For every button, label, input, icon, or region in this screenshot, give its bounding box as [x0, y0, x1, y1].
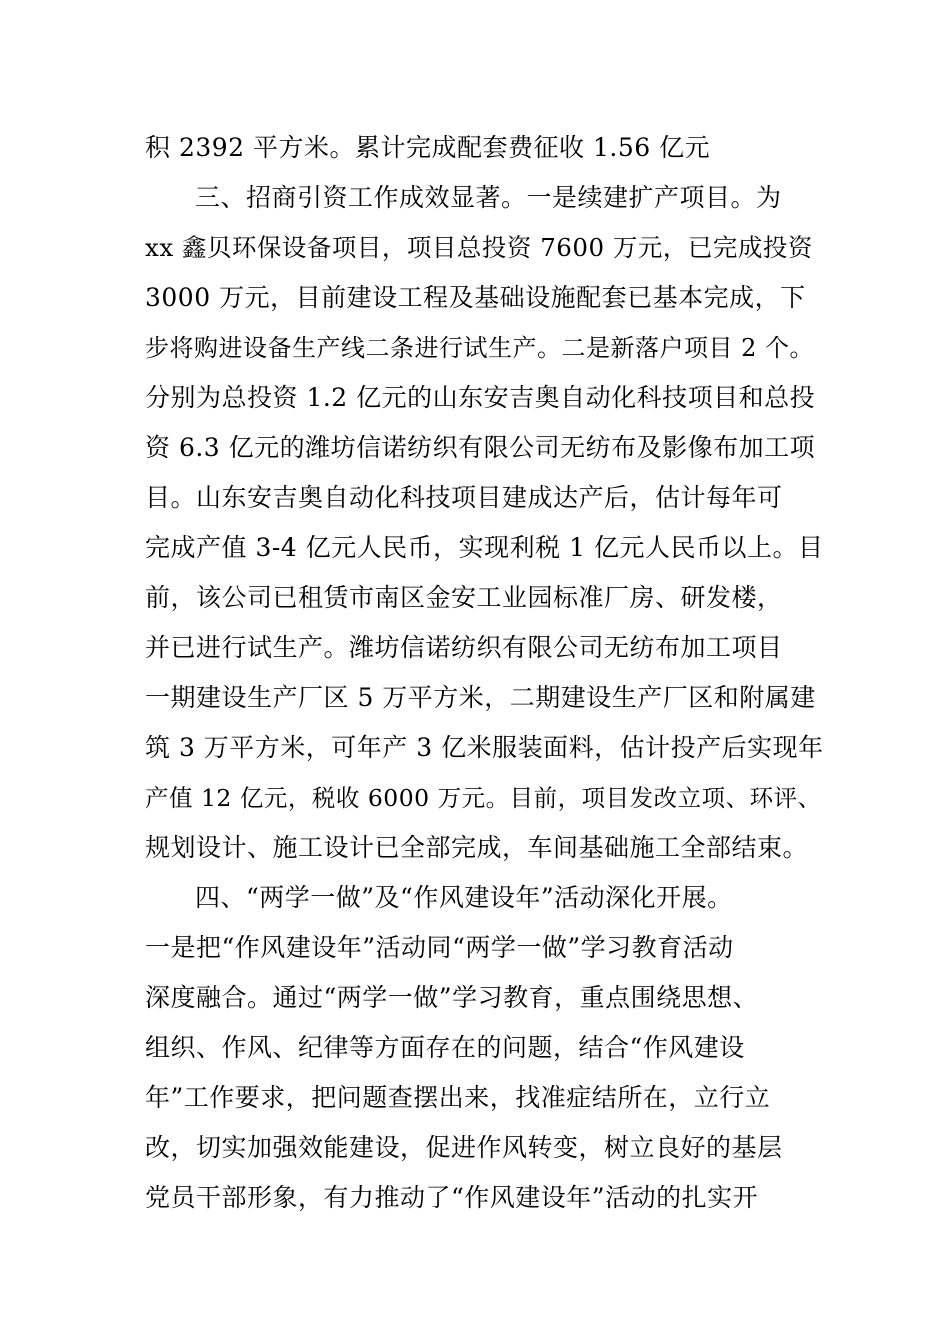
text-line: 分别为总投资 1.2 亿元的山东安吉奥自动化科技项目和总投 [145, 383, 816, 412]
text-line: 并已进行试生产。潍坊信诺纺织有限公司无纺布加工项目 [145, 633, 783, 662]
text-line: 一是把“作风建设年”活动同“两学一做”学习教育活动 [145, 933, 734, 962]
text-line: 四、“两学一做”及“作风建设年”活动深化开展。 [195, 883, 733, 912]
text-line: 三、招商引资工作成效显著。一是续建扩产项目。为 [195, 183, 782, 212]
text-line: 筑 3 万平方米，可年产 3 亿米服装面料，估计投产后实现年 [145, 733, 824, 762]
text-line: 组织、作风、纪律等方面存在的问题，结合“作风建设 [145, 1033, 745, 1062]
text-line: 年”工作要求，把问题查摆出来，找准症结所在，立行立 [145, 1083, 771, 1112]
text-line: 完成产值 3-4 亿元人民币，实现利税 1 亿元人民币以上。目 [145, 533, 824, 562]
text-line: 一期建设生产厂区 5 万平方米，二期建设生产厂区和附属建 [145, 683, 816, 712]
text-line: 深度融合。通过“两学一做”学习教育，重点围绕思想、 [145, 983, 759, 1012]
text-line: 党员干部形象，有力推动了“作风建设年”活动的扎实开 [145, 1183, 759, 1212]
text-line: 目。山东安吉奥自动化科技项目建成达产后，估计每年可 [145, 483, 783, 512]
text-line: 资 6.3 亿元的潍坊信诺纺织有限公司无纺布及影像布加工项 [145, 433, 816, 462]
text-line: 3000 万元，目前建设工程及基础设施配套已基本完成，下 [145, 283, 806, 312]
text-line: xx 鑫贝环保设备项目，项目总投资 7600 万元，已完成投资 [145, 233, 813, 262]
text-line: 前，该公司已租赁市南区金安工业园标准厂房、研发楼， [145, 583, 783, 612]
text-line: 步将购进设备生产线二条进行试生产。二是新落户项目 2 个。 [145, 334, 815, 362]
text-line: 积 2392 平方米。累计完成配套费征收 1.56 亿元 [145, 133, 711, 162]
text-line: 改，切实加强效能建设，促进作风转变，树立良好的基层 [145, 1133, 783, 1162]
text-line: 规划设计、施工设计已全部完成，车间基础施工全部结束。 [145, 833, 809, 862]
text-line: 产值 12 亿元，税收 6000 万元。目前，项目发改立项、环评、 [145, 784, 822, 812]
